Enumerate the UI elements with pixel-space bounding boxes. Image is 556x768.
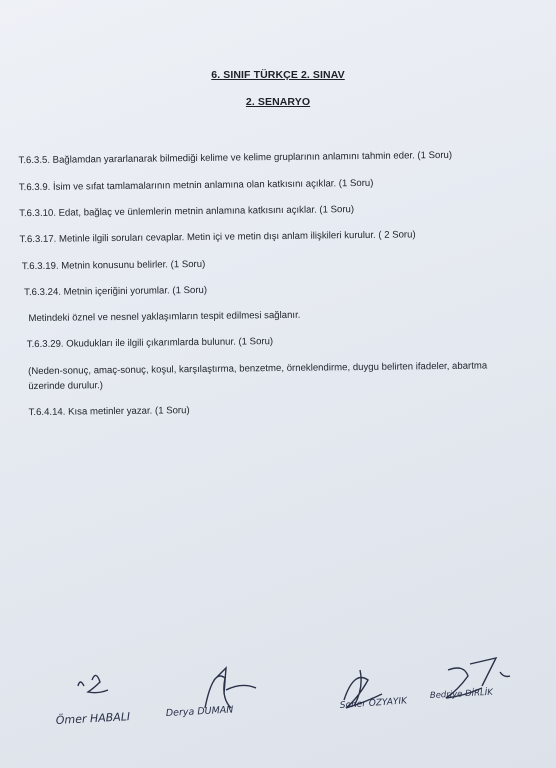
objective-line: T.6.3.9. İsim ve sıfat tamlamalarının metnin anlamına olan katkısını açıklar. (1 Soru) [18,177,374,194]
objective-line: Metindeki öznel ve nesnel yaklaşımların tespit edilmesi sağlanır. [28,309,301,325]
signature-4: Bedriye DİRLİK [429,687,494,701]
document-subtitle: 2. SENARYO [245,96,311,108]
signature-2: Derya DUMAN [165,704,234,719]
objective-line: T.6.4.14. Kısa metinler yazar. (1 Soru) [28,405,190,419]
objective-line: T.6.3.19. Metnin konusunu belirler. (1 Soru) [21,258,206,273]
objective-line: T.6.3.10. Edat, bağlaç ve ünlemlerin metnin anlamına katkısını açıklar. (1 Soru) [19,204,355,220]
signature-area [0,650,556,740]
objective-line: T.6.3.5. Bağlamdan yararlanarak bilmediği kelime ve kelime gruplarının anlamını tahmin eder. (1 Soru) [18,149,453,167]
signature-1: Ömer HABALI [55,710,131,727]
objective-line: T.6.3.17. Metinle ilgili soruları cevaplar. Metin içi ve metin dışı anlam ilişkileri kurulur. ( 2 Soru) [19,229,416,246]
document-title: 6. SINIF TÜRKÇE 2. SINAV [211,69,345,81]
objective-line: T.6.3.29. Okudukları ile ilgili çıkarımlarda bulunur. (1 Soru) [26,336,274,351]
objective-line: T.6.3.24. Metnin içeriğini yorumlar. (1 Soru) [24,284,208,299]
signature-3: Soner ÖZYAYIK [339,696,408,711]
signatures-drawing [0,650,556,740]
objective-line: (Neden-sonuç, amaç-sonuç, koşul, karşılaştırma, benzetme, örneklendirme, duygu belirten ifadeler, abartma [28,360,488,378]
signature-scribble [205,668,256,708]
objective-line: üzerinde durulur.) [28,380,104,393]
signature-scribble [78,675,108,692]
